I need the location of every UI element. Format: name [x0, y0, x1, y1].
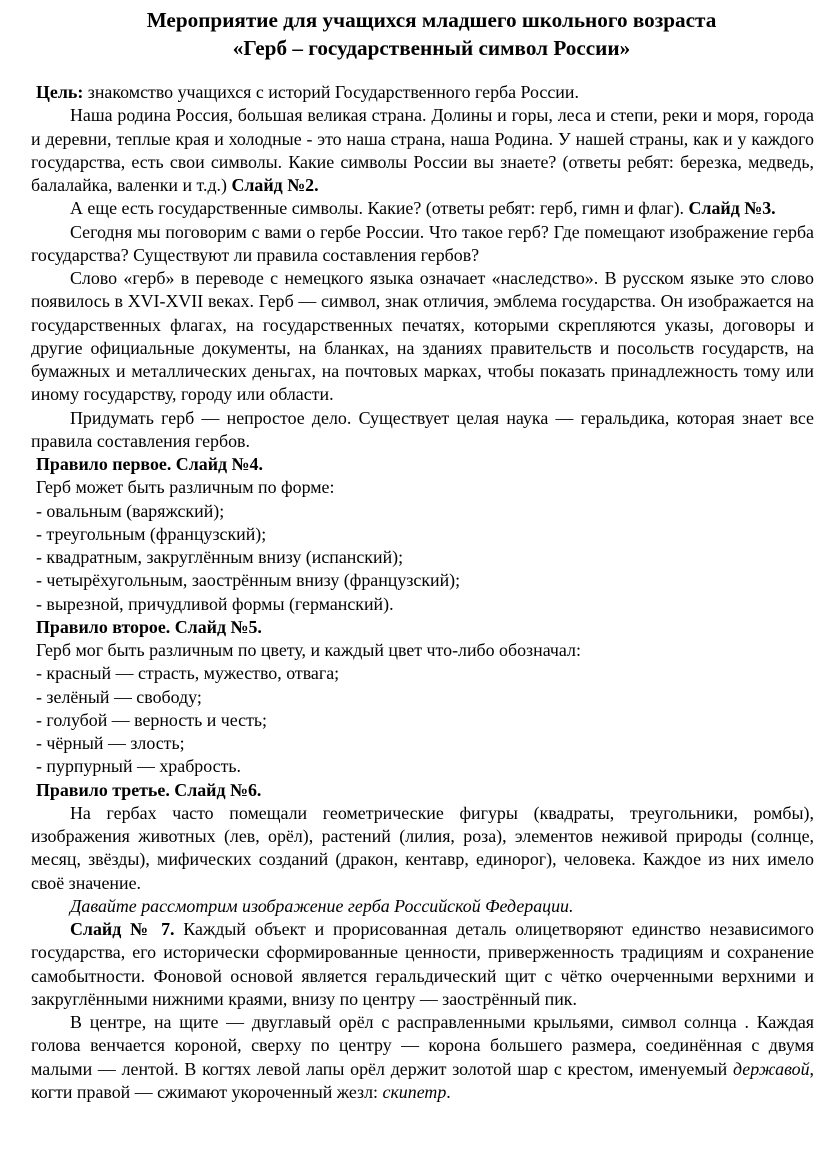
rule-3-heading: Правило третье. Слайд №6. [36, 779, 262, 800]
symbols-paragraph [31, 197, 814, 220]
today-paragraph: Сегодня мы поговорим с вами о гербе России. Что такое герб? Где помещают изображение герба государства? Существуют ли правила составления гербов? [31, 221, 814, 265]
rule-2-item: - чёрный — злость; [36, 733, 185, 753]
rule-1-heading: Правило первое. Слайд №4. [36, 454, 263, 474]
slide-3-ref: Слайд №3. [688, 198, 776, 219]
title-line-1: Мероприятие для учащихся младшего школьного возраста [146, 8, 717, 32]
rule-2-item: - зелёный — свободу; [36, 686, 202, 707]
eagle-paragraph [31, 1011, 814, 1104]
rule-1-item: - квадратным, закруглённым внизу (испанский); [36, 547, 404, 567]
italic-invitation: Давайте рассмотрим изображение герба Российской Федерации. [70, 895, 574, 916]
rule-2-intro: Герб мог быть различным по цвету, и каждый цвет что-либо обозначал: [36, 640, 581, 660]
goal-text: знакомство учащихся с историй Государственного герба России. [83, 82, 579, 102]
eagle-text-2: , когти правой — сжимают укороченный жезл: [31, 1058, 814, 1102]
slide-7-text: Каждый объект и прорисованная деталь олицетворяют единство независимого государства, его исторически сформированные ценности, приверженность традициям и сохранение самобытности. Фоновой основой является геральдический щит с чётко очерченными верхними и закруглёнными нижними краями, внизу по центру — заострённый пик. [31, 919, 815, 1009]
symbols-text: А еще есть государственные символы. Какие? (ответы ребят: герб, гимн и флаг). [70, 198, 689, 219]
slide-7-paragraph [31, 918, 814, 1011]
rule-2-heading: Правило второе. Слайд №5. [36, 616, 262, 637]
rule-1-item: - вырезной, причудливой формы (германский). [36, 593, 394, 614]
intro-paragraph [31, 104, 814, 197]
rule-2-item: - пурпурный — храбрость. [36, 756, 242, 777]
slide-7-ref: Слайд № 7. [70, 919, 175, 939]
rule-2-item: - голубой — верность и честь; [36, 709, 268, 730]
eagle-text-1: В центре, на щите — двуглавый орёл с расправленными крыльями, символ солнца . Каждая голова венчается короной, сверху по центру — корона большего размера, соединённая с двумя малыми — лентой. В когтях левой лапы орёл держит золотой шар с крестом, именуемый [31, 1012, 814, 1079]
heraldry-paragraph: Придумать герб — непростое дело. Существует целая наука — геральдика, которая знает все правила составления гербов. [31, 407, 814, 451]
sceptre-term: скипетр [382, 1081, 447, 1102]
word-origin-paragraph: Слово «герб» в переводе с немецкого языка означает «наследство». В русском языке это слово появилось в XVI-XVII веках. Герб — символ, знак отличия, эмблема государства. Он изображается на государственных флагах, на государственных печатях, которыми скрепляются указы, договоры и другие официальные документы, на бланках, на зданиях правительств и посольств государств, на бумажных и металлических деньгах, на почтовых марках, чтобы показать принадлежность тому или иному государству, городу или области. [31, 268, 814, 405]
rule-1-item: - четырёхугольным, заострённым внизу (французский); [36, 570, 461, 591]
document-title [31, 6, 814, 62]
orb-term: державой [733, 1058, 810, 1079]
goal-paragraph [31, 81, 814, 104]
title-line-2: «Герб – государственный символ России» [232, 36, 631, 60]
intro-text: Наша родина Россия, большая великая страна. Долины и горы, леса и степи, реки и моря, города и деревни, теплые края и холодные - это наша страна, наша Родина. У нашей страны, как и у каждого государства, есть свои символы. Какие символы России вы знаете? (ответы ребят: березка, медведь, балалайка, валенки и т.д.) [31, 105, 814, 195]
rule-3-paragraph: На гербах часто помещали геометрические фигуры (квадраты, треугольники, ромбы), изображения животных (лев, орёл), растений (лилия, роза), элементов неживой природы (солнце, месяц, звёзды), мифических созданий (дракон, кентавр, единорог), человека. Каждое из них имело своё значение. [31, 802, 814, 893]
goal-label: Цель: [36, 82, 84, 102]
slide-2-ref: Слайд №2. [231, 175, 319, 195]
rule-1-item: - овальным (варяжский); [36, 500, 225, 521]
rule-1-intro: Герб может быть различным по форме: [36, 477, 335, 498]
rule-2-item: - красный — страсть, мужество, отвага; [36, 663, 340, 684]
eagle-text-3: . [446, 1081, 451, 1102]
rule-1-item: - треугольным (французский); [36, 523, 267, 544]
